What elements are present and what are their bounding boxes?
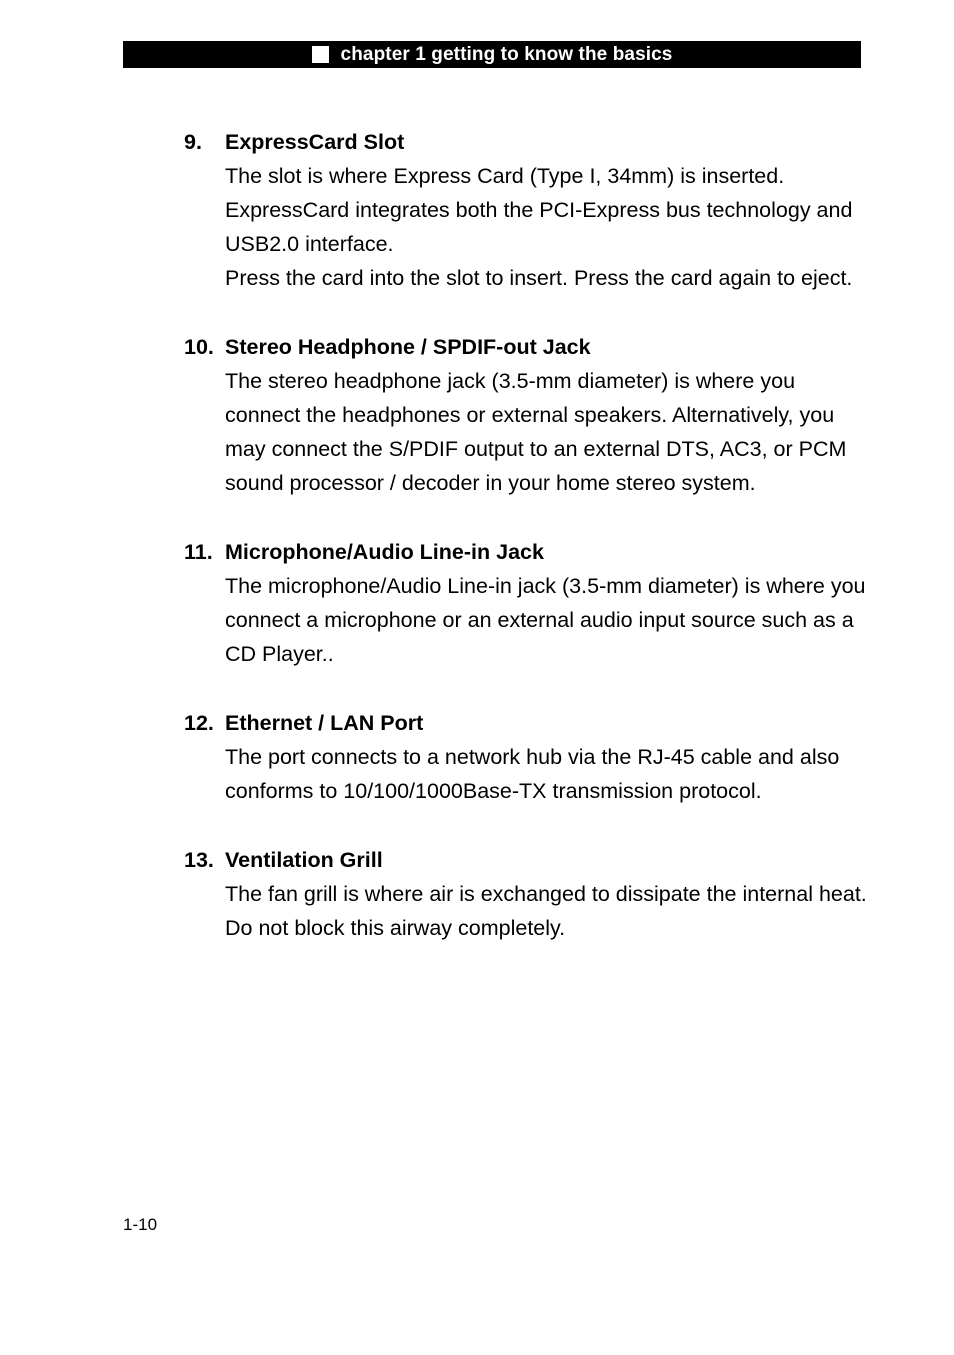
item-number: 12.: [184, 711, 214, 735]
square-bullet-icon: [312, 46, 329, 63]
chapter-title: chapter 1 getting to know the basics: [340, 44, 673, 65]
item-title: Microphone/Audio Line-in Jack: [225, 540, 544, 564]
item-description: Press the card into the slot to insert. Press the card again to eject.: [225, 266, 853, 290]
item-title: ExpressCard Slot: [225, 130, 405, 154]
chapter-header-bar: [123, 41, 861, 68]
item-description: The port connects to a network hub via the RJ-45 cable and also conforms to 10/100/1000Base-TX transmission protocol.: [225, 745, 840, 803]
item-title: Ventilation Grill: [225, 848, 383, 872]
item-description: The slot is where Express Card (Type I, 34mm) is inserted. ExpressCard integrates both the PCI-Express bus technology and USB2.0 interface.: [225, 164, 853, 256]
item-list: [184, 125, 874, 945]
item-number: 11.: [184, 540, 213, 564]
item-number: 13.: [184, 848, 214, 872]
item-title: Ethernet / LAN Port: [225, 711, 424, 735]
item-number: 9.: [184, 130, 202, 154]
item-description: The stereo headphone jack (3.5-mm diameter) is where you connect the headphones or external speakers. Alternatively, you may connect the S/PDIF output to an external DTS, AC3, or PCM sound processor / decoder in your home stereo system.: [225, 369, 847, 495]
item-description: The microphone/Audio Line-in jack (3.5-mm diameter) is where you connect a microphone or an external audio input source such as a CD Player..: [225, 574, 866, 666]
page-number: 1-10: [123, 1215, 158, 1234]
item-description: The fan grill is where air is exchanged to dissipate the internal heat. Do not block this airway completely.: [225, 882, 867, 940]
list-item: [184, 535, 874, 671]
item-number: 10.: [184, 335, 214, 359]
list-item: [184, 125, 874, 295]
list-item: [184, 843, 874, 945]
list-item: [184, 706, 874, 808]
list-item: [184, 330, 874, 500]
item-title: Stereo Headphone / SPDIF-out Jack: [225, 335, 591, 359]
